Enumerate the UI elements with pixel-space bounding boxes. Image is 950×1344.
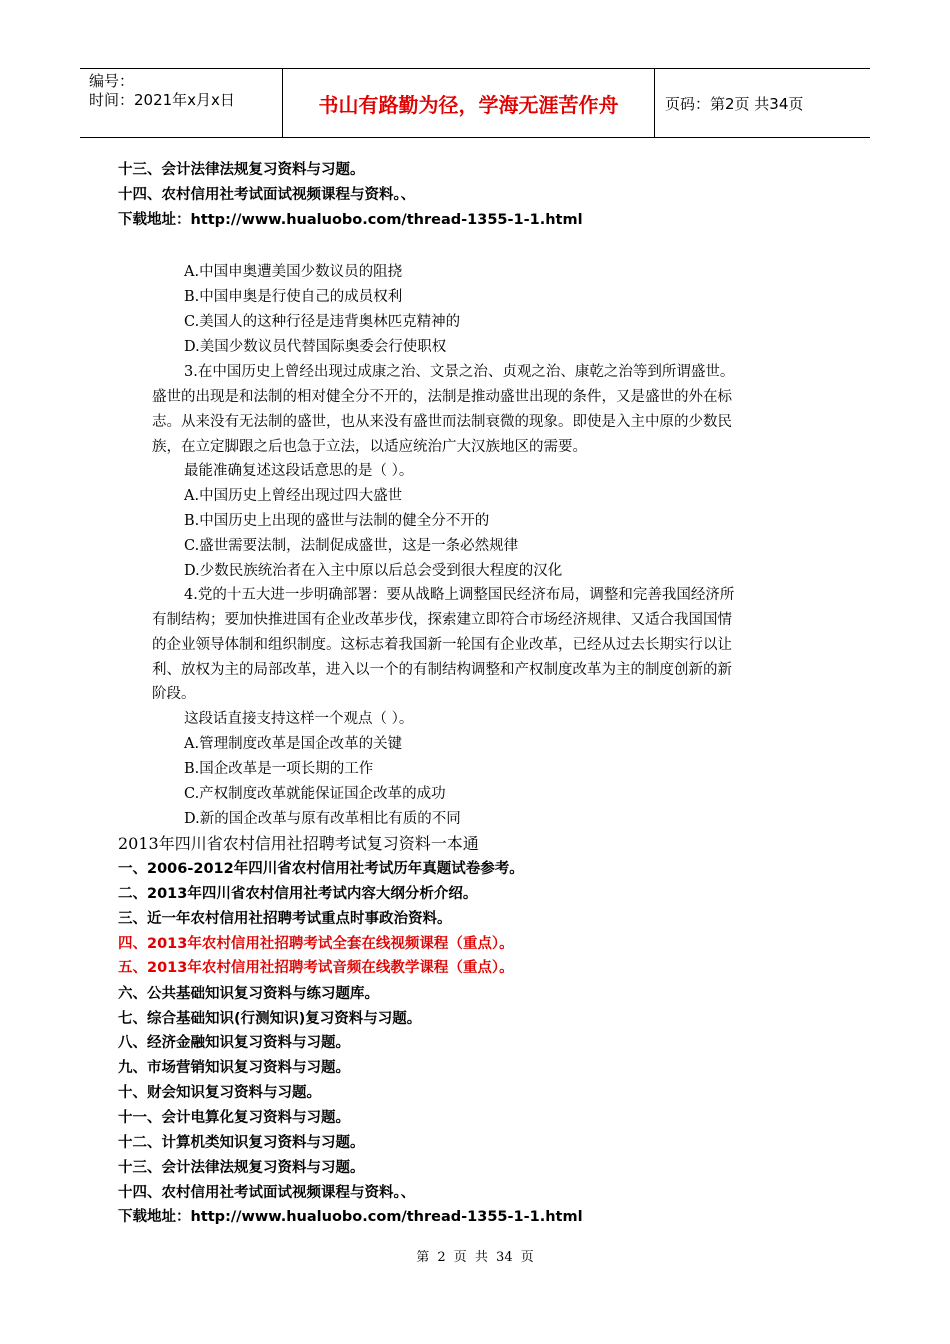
q4-text-line: 利、放权为主的局部改革，进入以一个的有制结构调整和产权制度改革为主的制度创新的新 (152, 662, 732, 678)
list-item: 十三、会计法律法规复习资料与习题。 (118, 162, 365, 178)
q4-option-c: C.产权制度改革就能保证国企改革的成功 (184, 786, 446, 802)
q3-text-line: 族，在立定脚跟之后也急于立法，以适应统治广大汉族地区的需要。 (152, 439, 587, 455)
q4-text-line: 4.党的十五大进一步明确部署：要从战略上调整国民经济布局，调整和完善我国经济所 (184, 587, 735, 603)
q4-option-a: A.管理制度改革是国企改革的关键 (184, 736, 403, 752)
q3-text-line: 志。从来没有无法制的盛世，也从来没有盛世而法制衰微的现象。即使是入主中原的少数民 (152, 414, 732, 430)
document-date-label: 时间：2021年x月x日 (89, 91, 235, 109)
header-meta (89, 72, 279, 110)
q2-option-c: C.美国人的这种行径是违背奥林匹克精神的 (184, 314, 461, 330)
list-item: 十、财会知识复习资料与习题。 (118, 1085, 321, 1101)
list-item: 六、公共基础知识复习资料与练习题库。 (118, 986, 379, 1002)
header-page-label: 页码：第2页 共34页 (665, 95, 804, 113)
header-motto: 书山有路勤为径，学海无涯苦作舟 (318, 92, 619, 117)
q3-option-d: D.少数民族统治者在入主中原以后总会受到很大程度的汉化 (184, 563, 563, 579)
q3-option-a: A.中国历史上曾经出现过四大盛世 (184, 488, 403, 504)
q3-option-c: C.盛世需要法制，法制促成盛世，这是一条必然规律 (184, 538, 519, 554)
download-link[interactable]: 下载地址：http://www.hualuobo.com/thread-1355-1-1.html (118, 212, 583, 228)
list-item: 一、2006-2012年四川省农村信用社考试历年真题试卷参考。 (118, 861, 524, 877)
list-item: 十二、计算机类知识复习资料与习题。 (118, 1135, 365, 1151)
q2-option-d: D.美国少数议员代替国际奥委会行使职权 (184, 339, 447, 355)
q4-option-b: B.国企改革是一项长期的工作 (184, 761, 374, 777)
q4-option-d: D.新的国企改革与原有改革相比有质的不同 (184, 811, 461, 827)
list-item: 八、经济金融知识复习资料与习题。 (118, 1035, 350, 1051)
list-item: 七、综合基础知识(行测知识)复习资料与习题。 (118, 1011, 422, 1027)
q4-prompt: 这段话直接支持这样一个观点（ ）。 (184, 711, 414, 727)
list-item: 九、市场营销知识复习资料与习题。 (118, 1060, 350, 1076)
page-header (80, 68, 870, 138)
q2-option-b: B.中国申奥是行使自己的成员权利 (184, 289, 403, 305)
list-item: 十四、农村信用社考试面试视频课程与资料。、 (118, 1185, 416, 1201)
q3-text-line: 盛世的出现是和法制的相对健全分不开的，法制是推动盛世出现的条件，又是盛世的外在标 (152, 389, 732, 405)
list-item: 三、近一年农村信用社招聘考试重点时事政治资料。 (118, 911, 452, 927)
document-number-label: 编号： (89, 72, 135, 90)
q4-text-line: 有制结构；要加快推进国有企业改革步伐，探索建立即符合市场经济规律、又适合我国国情 (152, 612, 732, 628)
promo-title: 2013年四川省农村信用社招聘考试复习资料一本通 (118, 834, 479, 853)
q3-option-b: B.中国历史上出现的盛世与法制的健全分不开的 (184, 513, 490, 529)
q3-prompt: 最能准确复述这段话意思的是（ ）。 (184, 463, 414, 479)
list-item: 十三、会计法律法规复习资料与习题。 (118, 1160, 365, 1176)
page-footer: 第 2 页 共 34 页 (416, 1250, 534, 1265)
q2-option-a: A.中国申奥遭美国少数议员的阻挠 (184, 264, 403, 280)
list-item: 十一、会计电算化复习资料与习题。 (118, 1110, 350, 1126)
download-link[interactable]: 下载地址：http://www.hualuobo.com/thread-1355-1-1.html (118, 1209, 583, 1225)
list-item-highlight: 四、2013年农村信用社招聘考试全套在线视频课程（重点）。 (118, 936, 514, 952)
list-item-highlight: 五、2013年农村信用社招聘考试音频在线教学课程（重点）。 (118, 960, 514, 976)
q3-text-line: 3.在中国历史上曾经出现过成康之治、文景之治、贞观之治、康乾之治等到所谓盛世。 (184, 364, 735, 380)
q4-text-line: 的企业领导体制和组织制度。这标志着我国新一轮国有企业改革，已经从过去长期实行以让 (152, 637, 732, 653)
header-divider (654, 69, 655, 137)
list-item: 十四、农村信用社考试面试视频课程与资料。、 (118, 187, 416, 203)
list-item: 二、2013年四川省农村信用社考试内容大纲分析介绍。 (118, 886, 478, 902)
q4-text-line: 阶段。 (152, 686, 196, 702)
